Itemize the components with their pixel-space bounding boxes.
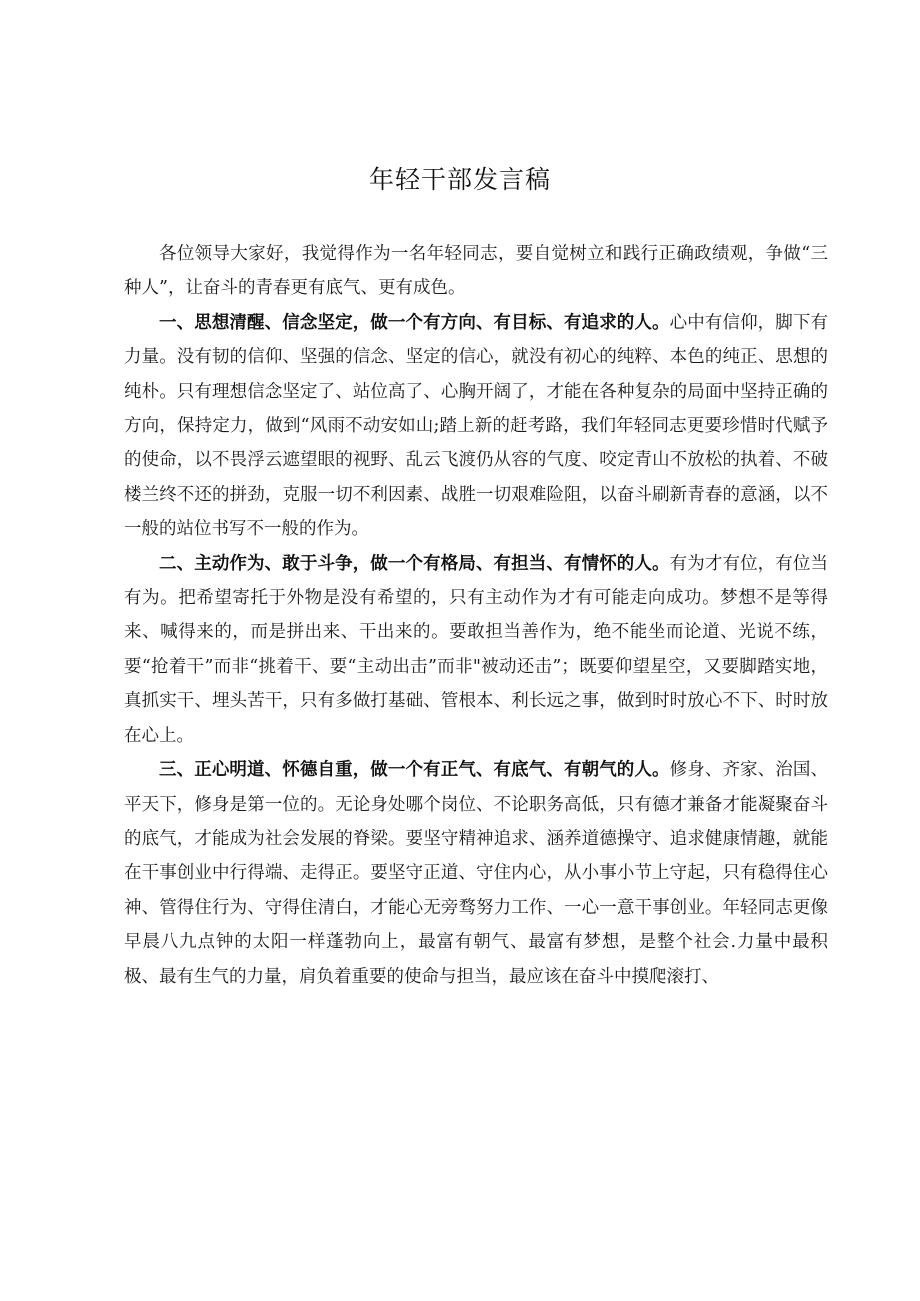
section-paragraph-1 [124, 306, 828, 547]
section-body-2: 有为才有位，有位当有为。把希望寄托于外物是没有希望的，只有主动作为才有可能走向成功。梦想不是等得来、喊得来的，而是拼出来、干出来的。要敢担当善作为，绝不能坐而论道、光说不练，要“抢着干”而非“挑着干、要“主动出击”而非"被动还击”；既要仰望星空，又要脚踏实地，真抓实干、埋头苦干，只有多做打基础、管根本、利长远之事，做到时时放心不下、时时放在心上。 [124, 553, 829, 746]
section-paragraph-2 [124, 547, 828, 753]
section-body-1: 心中有信仰，脚下有力量。没有韧的信仰、坚强的信念、坚定的信心，就没有初心的纯粹、本色的纯正、思想的纯朴。只有理想信念坚定了、站位高了、心胸开阔了，才能在各种复杂的局面中坚持正确的方向，保持定力，做到“风雨不动安如山;踏上新的赶考路，我们年轻同志更要珍惜时代赋予的使命，以不畏浮云遮望眼的视野、乱云飞渡仍从容的气度、咬定青山不放松的执着、不破楼兰终不还的拼劲，克服一切不利因素、战胜一切艰难险阻，以奋斗刷新青春的意涵，以不一般的站位书写不一般的作为。 [124, 312, 829, 540]
section-heading-2: 二、主动作为、敢于斗争，做一个有格局、有担当、有情怀的人。 [159, 553, 670, 574]
document-body [124, 237, 828, 994]
intro-paragraph: 各位领导大家好，我觉得作为一名年轻同志，要自觉树立和践行正确政绩观，争做“三种人”，让奋斗的青春更有底气、更有成色。 [124, 244, 828, 299]
section-body-3: 修身、齐家、治国、平天下，修身是第一位的。无论身处哪个岗位、不论职务高低，只有德才兼备才能凝聚奋斗的底气，才能成为社会发展的脊梁。要坚守精神追求、涵养道德操守、追求健康情趣，就能在干事创业中行得端、走得正。要坚守正道、守住内心，从小事小节上守起，只有稳得住心神、管得住行为、守得住清白，才能心无旁骛努力工作、一心一意干事创业。年轻同志更像早晨八九点钟的太阳一样蓬勃向上，最富有朝气、最富有梦想，是整个社会.力量中最积极、最有生气的力量，肩负着重要的使命与担当，最应该在奋斗中摸爬滚打、 [124, 760, 829, 987]
section-paragraph-3 [124, 753, 828, 994]
section-heading-3: 三、正心明道、怀德自重，做一个有正气、有底气、有朝气的人。 [159, 760, 670, 781]
section-heading-1: 一、思想清醒、信念坚定，做一个有方向、有目标、有追求的人。 [159, 312, 670, 333]
page-title: 年轻干部发言稿 [368, 165, 551, 194]
